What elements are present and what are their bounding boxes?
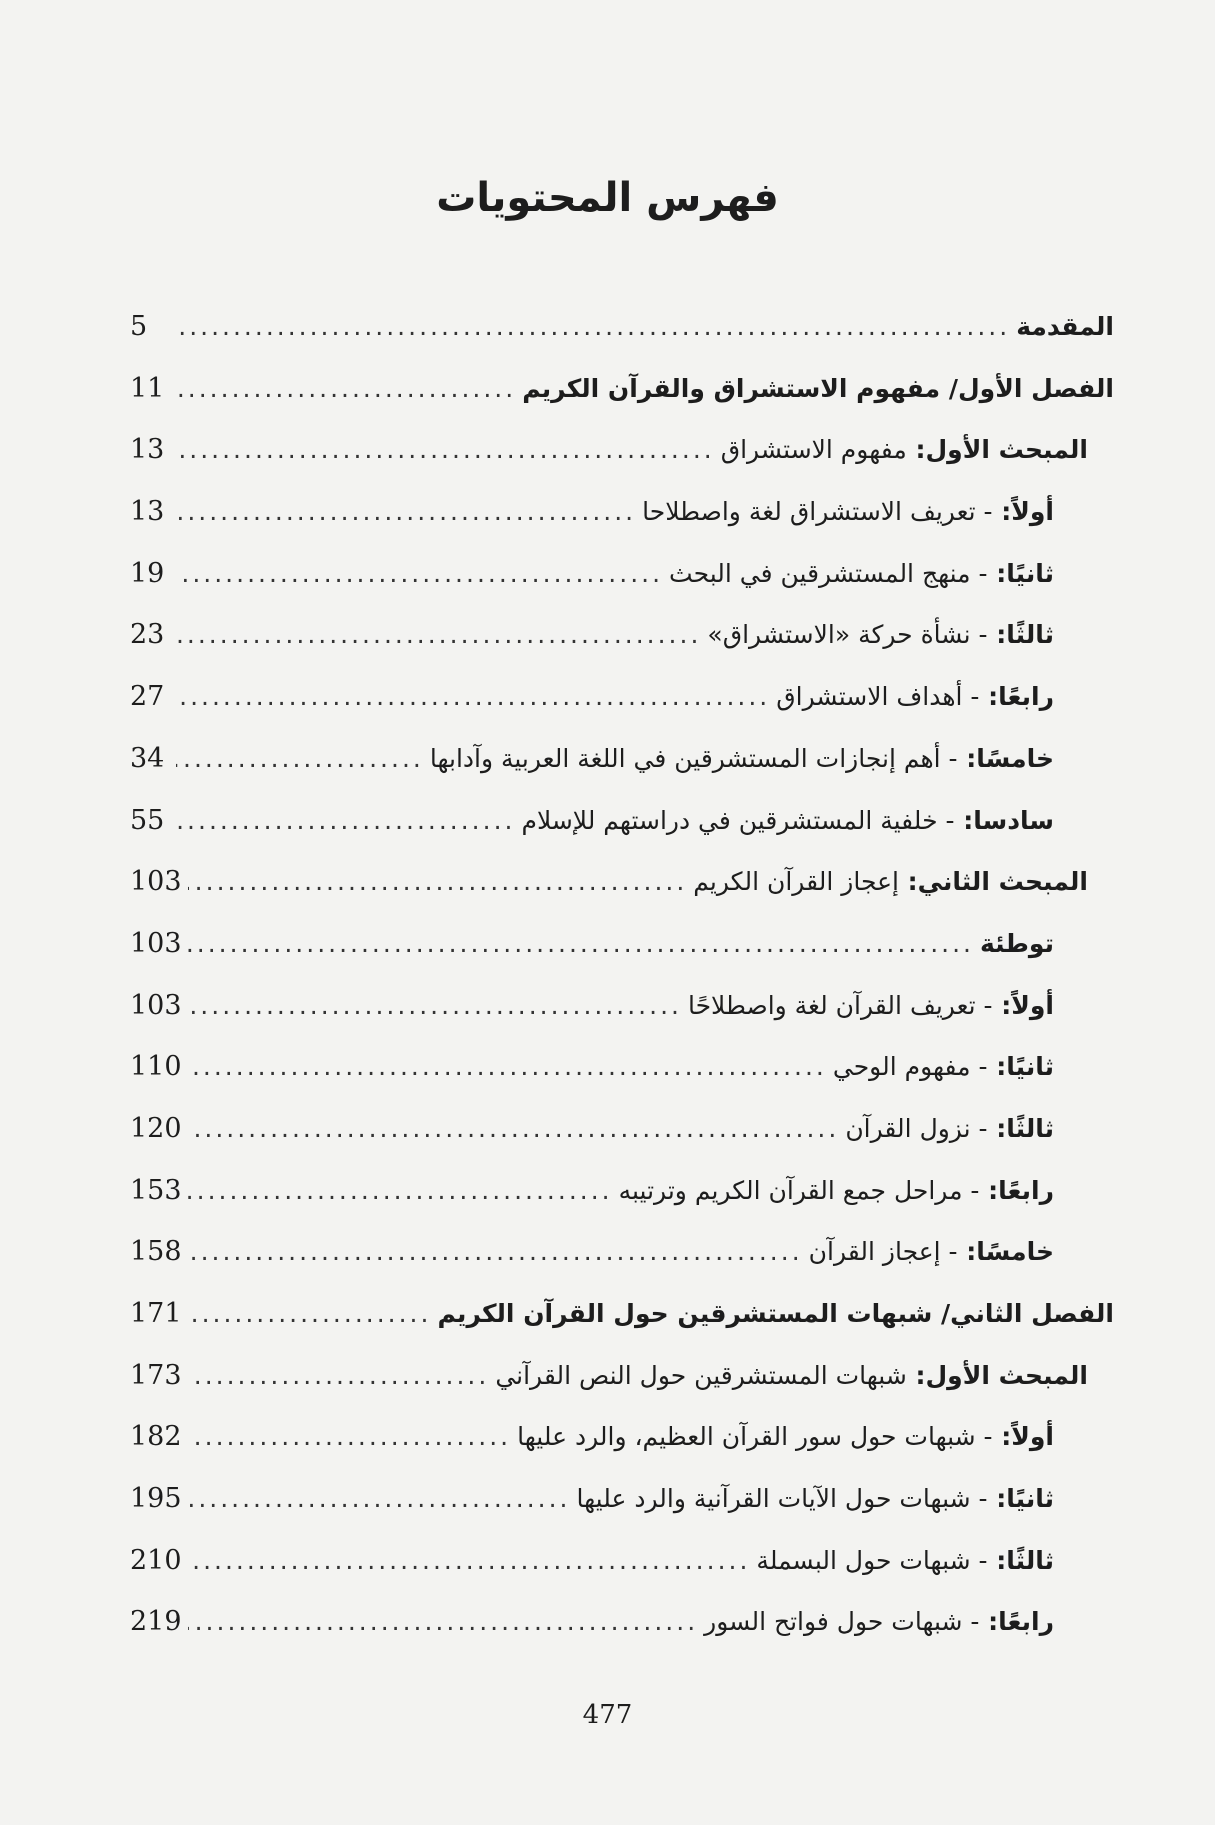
dot-leader (188, 1415, 512, 1459)
toc-entry-title: - أهداف الاستشراق (776, 682, 980, 712)
toc-entry-page: 23 (130, 619, 165, 651)
toc-entry-title: - أهم إنجازات المستشرقين في اللغة العربية وآدابها (429, 743, 958, 773)
toc-entry (130, 984, 1114, 1046)
toc-entry-page: 153 (130, 1174, 182, 1206)
dot-leader (188, 1477, 571, 1521)
toc-entry-title: شبهات المستشرقين حول النص القرآني (495, 1360, 907, 1390)
toc-entry-page: 103 (130, 989, 182, 1021)
toc-entry-page: 103 (130, 866, 182, 898)
dot-leader (188, 1169, 613, 1213)
toc-entry (130, 613, 1114, 675)
dot-leader (188, 860, 688, 904)
toc-entry-title: - خلفية المستشرقين في دراستهم للإسلام (521, 805, 955, 835)
toc-entry-title: - شبهات حول الآيات القرآنية والرد عليها (576, 1484, 988, 1514)
toc-entry-label: ثانيًا: (987, 1052, 1054, 1082)
dot-leader (176, 305, 1010, 349)
toc-entry (130, 737, 1114, 799)
page-title: فهرس المحتويات (436, 175, 779, 221)
dot-leader (188, 1292, 432, 1336)
toc-entry-label: سادسا: (954, 805, 1054, 835)
toc-entry-title: مفهوم الاستشراق (720, 435, 907, 465)
toc-entry-title: - تعريف القرآن لغة واصطلاحًا (687, 990, 993, 1020)
toc-entry (130, 1292, 1114, 1354)
toc-entry-page: 13 (130, 434, 165, 466)
toc-entry (130, 1354, 1114, 1416)
toc-entry-page: 34 (130, 742, 165, 774)
table-of-contents (130, 305, 1114, 1662)
toc-entry-page: 19 (130, 557, 165, 589)
toc-entry (130, 1477, 1114, 1539)
toc-entry-label: أولاً: (992, 990, 1054, 1020)
toc-entry-label: أولاً: (992, 1422, 1054, 1452)
toc-entry-page: 195 (130, 1483, 182, 1515)
toc-entry-label: المبحث الأول: (906, 1360, 1088, 1390)
toc-entry-page: 219 (130, 1606, 182, 1638)
toc-entry-page: 55 (130, 804, 165, 836)
dot-leader (176, 799, 515, 843)
toc-entry-page: 120 (130, 1112, 182, 1144)
dot-leader (176, 428, 715, 472)
dot-leader (188, 1539, 751, 1583)
dot-leader (176, 675, 770, 719)
dot-leader (188, 1354, 490, 1398)
toc-entry (130, 799, 1114, 861)
toc-entry-title: - تعريف الاستشراق لغة واصطلاحا (642, 497, 993, 527)
toc-entry-title: - مفهوم الوحي (832, 1052, 988, 1082)
toc-entry (130, 1045, 1114, 1107)
toc-entry (130, 428, 1114, 490)
toc-entry-page: 11 (130, 372, 165, 404)
toc-entry-title: إعجاز القرآن الكريم (693, 867, 899, 897)
toc-entry (130, 367, 1114, 429)
page-number: 477 (582, 1700, 633, 1730)
toc-entry-title: الفصل الأول/ مفهوم الاستشراق والقرآن الكريم (522, 373, 1114, 403)
dot-leader (188, 1107, 840, 1151)
toc-entry-page: 27 (130, 681, 165, 713)
toc-entry-label: المبحث الثاني: (898, 867, 1088, 897)
toc-entry-page: 182 (130, 1421, 182, 1453)
toc-entry-label: رابعًا: (979, 1175, 1054, 1205)
toc-entry-title: - شبهات حول فواتح السور (704, 1607, 980, 1637)
toc-entry-label: ثانيًا: (987, 1484, 1054, 1514)
toc-entry-title: الفصل الثاني/ شبهات المستشرقين حول القرآن الكريم (437, 1299, 1114, 1328)
toc-entry (130, 1539, 1114, 1601)
dot-leader (188, 922, 974, 966)
dot-leader (176, 613, 701, 657)
toc-entry (130, 1169, 1114, 1231)
toc-entry-label: أولاً: (992, 497, 1054, 527)
toc-entry (130, 922, 1114, 984)
toc-entry (130, 860, 1114, 922)
dot-leader (188, 1045, 827, 1089)
toc-entry-title: - منهج المستشرقين في البحث (669, 558, 988, 588)
dot-leader (176, 490, 636, 534)
toc-entry-label: رابعًا: (979, 1607, 1054, 1637)
toc-entry (130, 552, 1114, 614)
toc-entry-label: رابعًا: (979, 682, 1054, 712)
toc-entry-label: ثالثًا: (987, 620, 1054, 650)
toc-entry-label: ثانيًا: (987, 558, 1054, 588)
toc-entry-title: - إعجاز القرآن (808, 1237, 958, 1267)
toc-entry-page: 5 (130, 311, 148, 342)
toc-entry-title: - مراحل جمع القرآن الكريم وترتيبه (618, 1175, 980, 1205)
toc-entry-label: ثالثًا: (987, 1113, 1054, 1143)
toc-entry-title: توطئة (980, 928, 1054, 958)
toc-entry-title: - نزول القرآن (845, 1113, 988, 1143)
toc-entry-page: 158 (130, 1236, 182, 1268)
dot-leader (176, 552, 663, 596)
toc-entry (130, 675, 1114, 737)
toc-entry-page: 171 (130, 1298, 182, 1329)
toc-entry-label: خامسًا: (957, 743, 1054, 773)
toc-entry-title: المقدمة (1016, 312, 1114, 341)
dot-leader (176, 367, 516, 411)
toc-entry-page: 103 (130, 927, 182, 959)
toc-entry-title: - شبهات حول سور القرآن العظيم، والرد عليها (517, 1422, 993, 1452)
toc-entry-label: خامسًا: (957, 1237, 1054, 1267)
dot-leader (188, 1230, 803, 1274)
toc-entry (130, 1107, 1114, 1169)
toc-entry-label: المبحث الأول: (906, 435, 1088, 465)
toc-entry (130, 1415, 1114, 1477)
toc-entry-page: 13 (130, 496, 165, 528)
toc-entry (130, 490, 1114, 552)
dot-leader (188, 1600, 699, 1644)
toc-entry (130, 1600, 1114, 1662)
toc-entry-page: 173 (130, 1359, 182, 1391)
dot-leader (188, 984, 682, 1028)
toc-entry-page: 110 (130, 1051, 182, 1083)
toc-entry-title: - شبهات حول البسملة (756, 1545, 988, 1575)
dot-leader (176, 737, 424, 781)
toc-entry-title: - نشأة حركة «الاستشراق» (707, 620, 988, 650)
toc-entry-label: ثالثًا: (987, 1545, 1054, 1575)
toc-entry (130, 1230, 1114, 1292)
toc-entry (130, 305, 1114, 367)
toc-entry-page: 210 (130, 1544, 182, 1576)
